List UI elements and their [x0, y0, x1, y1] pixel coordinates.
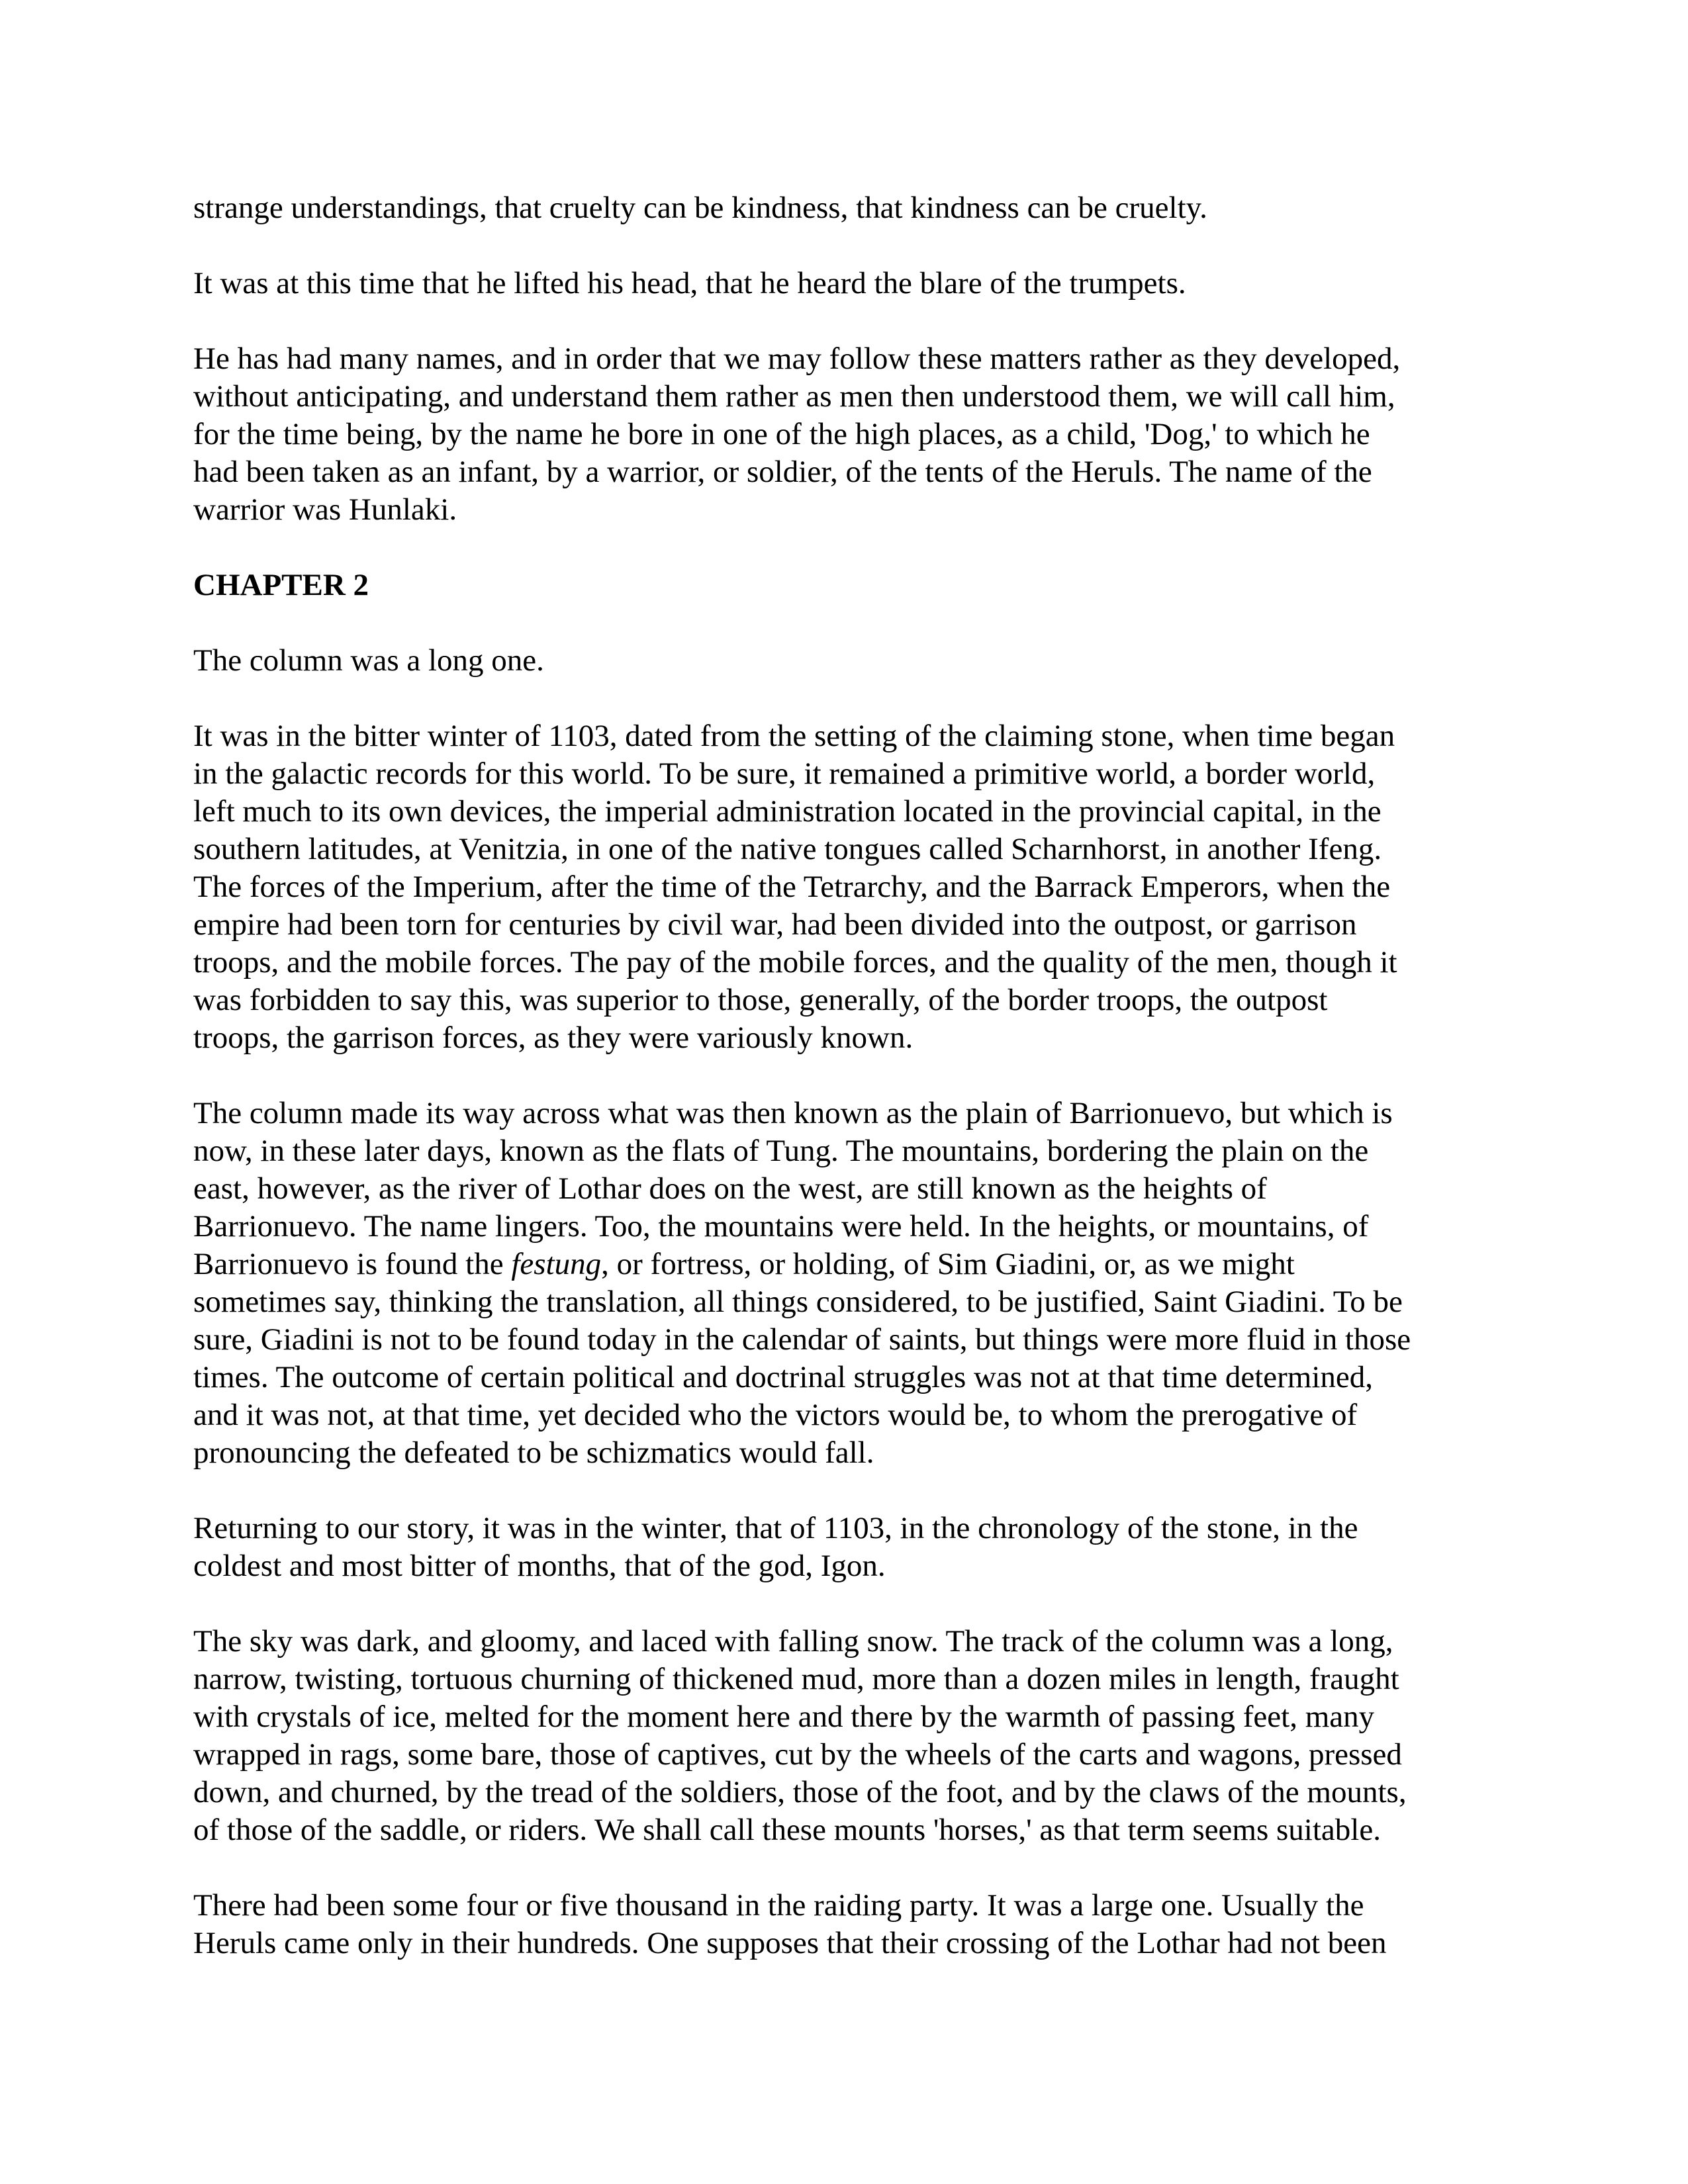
paragraph-5: [193, 717, 1511, 1057]
text-line: now, in these later days, known as the flats of Tung. The mountains, bordering the plain on the: [193, 1134, 1369, 1168]
paragraph-8: [193, 1623, 1511, 1849]
text-line: empire had been torn for centuries by civil war, had been divided into the outpost, or garrison: [193, 907, 1357, 942]
text-line: warrior was Hunlaki.: [193, 492, 457, 527]
paragraph-gap: [193, 227, 1511, 265]
text-line: left much to its own devices, the imperial administration located in the provincial capital, in the: [193, 794, 1382, 829]
paragraph-7: [193, 1510, 1511, 1585]
text-line: sometimes say, thinking the translation, all things considered, to be justified, Saint Giadini. To be: [193, 1285, 1403, 1319]
text-line: southern latitudes, at Venitzia, in one of the native tongues called Scharnhorst, in another Ifeng.: [193, 832, 1382, 866]
text-line: without anticipating, and understand them rather as men then understood them, we will call him,: [193, 379, 1395, 414]
text-fragment: , or fortress, or holding, of Sim Giadini, or, as we might: [601, 1247, 1295, 1281]
paragraph-gap: [193, 1849, 1511, 1887]
text-line: narrow, twisting, tortuous churning of thickened mud, more than a dozen miles in length, fraught: [193, 1662, 1399, 1696]
text-line: pronouncing the defeated to be schizmatics would fall.: [193, 1435, 874, 1470]
text-line: and it was not, at that time, yet decided who the victors would be, to whom the prerogative of: [193, 1398, 1358, 1432]
text-line: There had been some four or five thousand in the raiding party. It was a large one. Usually the: [193, 1888, 1364, 1923]
text-line: east, however, as the river of Lothar does on the west, are still known as the heights of: [193, 1171, 1267, 1206]
paragraph-6: [193, 1095, 1511, 1472]
text-line: troops, and the mobile forces. The pay of the mobile forces, and the quality of the men, though it: [193, 945, 1397, 979]
text-line: had been taken as an infant, by a warrior, or soldier, of the tents of the Heruls. The name of the: [193, 455, 1372, 489]
paragraph-3: [193, 340, 1511, 529]
text-line: with crystals of ice, melted for the moment here and there by the warmth of passing feet, many: [193, 1700, 1375, 1734]
paragraph-gap: [193, 680, 1511, 717]
text-line: sure, Giadini is not to be found today in the calendar of saints, but things were more fluid in those: [193, 1322, 1411, 1357]
text-line: in the galactic records for this world. To be sure, it remained a primitive world, a border world,: [193, 756, 1376, 791]
paragraph-9: [193, 1887, 1511, 1962]
text-line-with-italic: [193, 1246, 1511, 1283]
text-line: times. The outcome of certain political and doctrinal struggles was not at that time determined,: [193, 1360, 1374, 1394]
paragraph-gap: [193, 1585, 1511, 1623]
text-line: Returning to our story, it was in the winter, that of 1103, in the chronology of the stone, in the: [193, 1511, 1358, 1545]
text-line: The sky was dark, and gloomy, and laced with falling snow. The track of the column was a long,: [193, 1624, 1393, 1659]
paragraph-2: [193, 265, 1511, 302]
text-line: down, and churned, by the tread of the soldiers, those of the foot, and by the claws of the mounts,: [193, 1775, 1407, 1809]
text-line: coldest and most bitter of months, that of the god, Igon.: [193, 1549, 886, 1583]
paragraph-gap: [193, 604, 1511, 642]
chapter-heading: CHAPTER 2: [193, 568, 369, 602]
text-line: Barrionuevo. The name lingers. Too, the mountains were held. In the heights, or mountains, of: [193, 1209, 1369, 1244]
text-line: strange understandings, that cruelty can be kindness, that kindness can be cruelty.: [193, 191, 1207, 225]
text-line: of those of the saddle, or riders. We shall call these mounts 'horses,' as that term seems suitable.: [193, 1813, 1381, 1847]
paragraph-gap: [193, 529, 1511, 567]
text-line: for the time being, by the name he bore in one of the high places, as a child, 'Dog,' to which he: [193, 417, 1370, 451]
text-line: The forces of the Imperium, after the time of the Tetrarchy, and the Barrack Emperors, when the: [193, 870, 1391, 904]
paragraph-1: [193, 189, 1511, 227]
text-line: Heruls came only in their hundreds. One supposes that their crossing of the Lothar had not been: [193, 1926, 1387, 1960]
paragraph-gap: [193, 302, 1511, 340]
paragraph-gap: [193, 1057, 1511, 1095]
text-line: The column made its way across what was then known as the plain of Barrionuevo, but which is: [193, 1096, 1393, 1130]
text-line: It was at this time that he lifted his head, that he heard the blare of the trumpets.: [193, 266, 1186, 300]
paragraph-4: [193, 642, 1511, 680]
text-line: The column was a long one.: [193, 643, 544, 678]
italic-term: festung: [511, 1247, 602, 1281]
text-line: He has had many names, and in order that we may follow these matters rather as they developed,: [193, 341, 1401, 376]
text-line: wrapped in rags, some bare, those of captives, cut by the wheels of the carts and wagons, pressed: [193, 1737, 1402, 1772]
text-fragment: Barrionuevo is found the: [193, 1247, 512, 1281]
text-line: was forbidden to say this, was superior to those, generally, of the border troops, the outpost: [193, 983, 1328, 1017]
text-line: It was in the bitter winter of 1103, dated from the setting of the claiming stone, when time began: [193, 719, 1395, 753]
text-line: troops, the garrison forces, as they were variously known.: [193, 1021, 914, 1055]
paragraph-gap: [193, 1472, 1511, 1510]
document-page: [193, 189, 1511, 1962]
